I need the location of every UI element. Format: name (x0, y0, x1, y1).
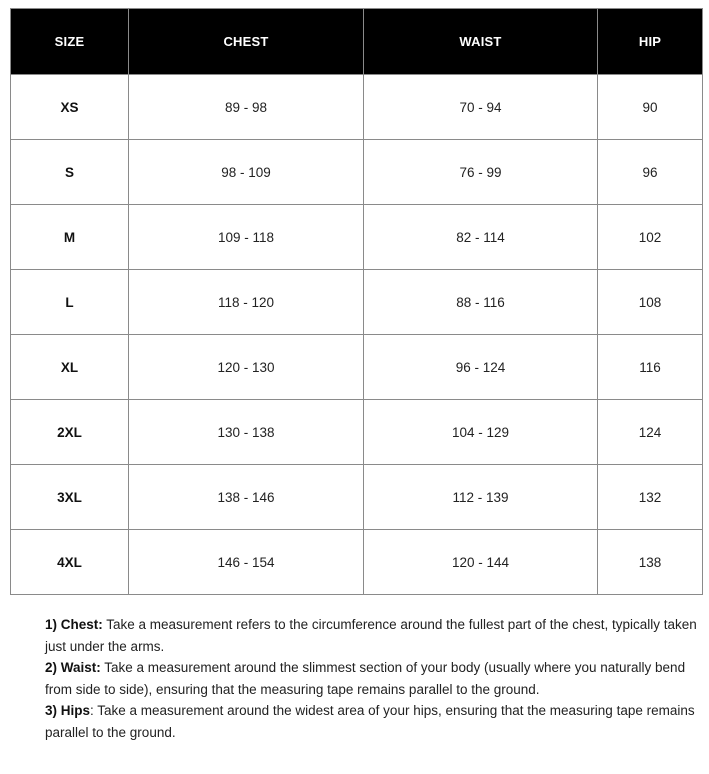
note-waist (45, 657, 700, 700)
waist-cell: 70 - 94 (364, 75, 598, 140)
table-row (11, 400, 703, 465)
chest-cell: 146 - 154 (129, 530, 364, 595)
table-row (11, 530, 703, 595)
waist-cell: 96 - 124 (364, 335, 598, 400)
table-row (11, 335, 703, 400)
hip-cell: 102 (598, 205, 703, 270)
hip-cell: 90 (598, 75, 703, 140)
chest-cell: 120 - 130 (129, 335, 364, 400)
table-row (11, 465, 703, 530)
note-waist-term: 2) Waist: (45, 660, 101, 675)
header-waist: WAIST (364, 9, 598, 75)
chest-cell: 89 - 98 (129, 75, 364, 140)
waist-cell: 76 - 99 (364, 140, 598, 205)
table-row (11, 75, 703, 140)
measurement-notes (45, 614, 700, 743)
header-chest: CHEST (129, 9, 364, 75)
header-hip: HIP (598, 9, 703, 75)
hip-cell: 108 (598, 270, 703, 335)
note-chest (45, 614, 700, 657)
table-row (11, 270, 703, 335)
size-cell: XL (11, 335, 129, 400)
waist-cell: 82 - 114 (364, 205, 598, 270)
hip-cell: 138 (598, 530, 703, 595)
note-hips-text: : Take a measurement around the widest area of your hips, ensuring that the measuring tape remains parallel to the ground. (45, 703, 695, 740)
note-chest-term: 1) Chest: (45, 617, 103, 632)
size-chart-table (10, 8, 703, 595)
size-cell: M (11, 205, 129, 270)
table-row (11, 140, 703, 205)
header-size: SIZE (11, 9, 129, 75)
size-cell: 2XL (11, 400, 129, 465)
hip-cell: 132 (598, 465, 703, 530)
table-row (11, 205, 703, 270)
waist-cell: 104 - 129 (364, 400, 598, 465)
note-waist-text: Take a measurement around the slimmest section of your body (usually where you naturally bend from side to side), ensuring that the measuring tape remains parallel to the ground. (45, 660, 686, 697)
size-cell: 3XL (11, 465, 129, 530)
size-cell: L (11, 270, 129, 335)
hip-cell: 116 (598, 335, 703, 400)
note-hips (45, 700, 700, 743)
chest-cell: 109 - 118 (129, 205, 364, 270)
waist-cell: 120 - 144 (364, 530, 598, 595)
chest-cell: 98 - 109 (129, 140, 364, 205)
chest-cell: 118 - 120 (129, 270, 364, 335)
waist-cell: 112 - 139 (364, 465, 598, 530)
chest-cell: 138 - 146 (129, 465, 364, 530)
chest-cell: 130 - 138 (129, 400, 364, 465)
size-cell: 4XL (11, 530, 129, 595)
hip-cell: 96 (598, 140, 703, 205)
note-hips-term: 3) Hips (45, 703, 91, 718)
waist-cell: 88 - 116 (364, 270, 598, 335)
hip-cell: 124 (598, 400, 703, 465)
table-header-row (11, 9, 703, 75)
note-chest-text: Take a measurement refers to the circumference around the fullest part of the chest, typically taken just under the arms. (45, 617, 697, 654)
size-cell: XS (11, 75, 129, 140)
size-cell: S (11, 140, 129, 205)
